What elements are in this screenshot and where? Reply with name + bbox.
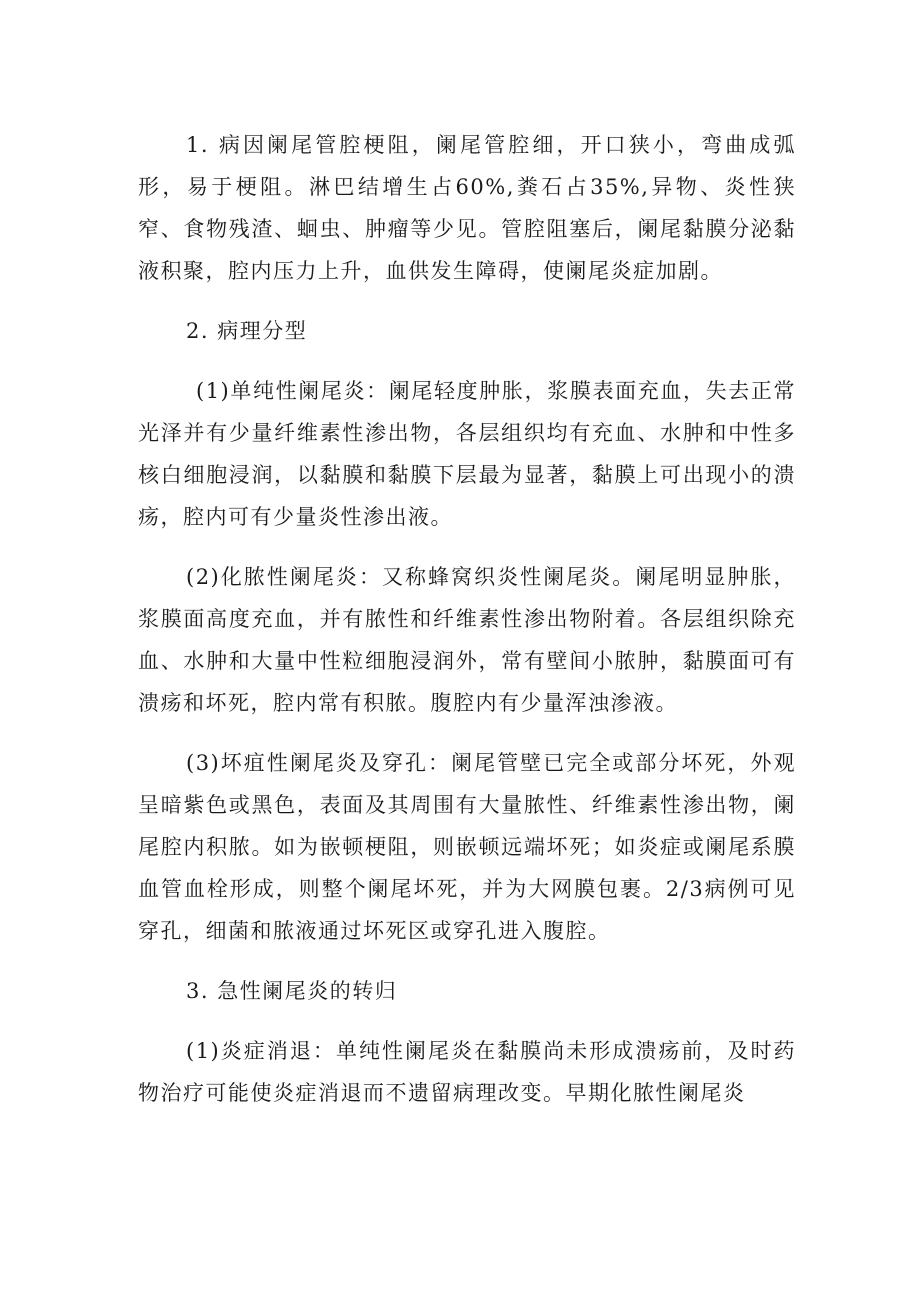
paragraph-inflammation-resolution: (1)炎症消退：单纯性阑尾炎在黏膜尚未形成溃疡前，及时药物治疗可能使炎症消退而不遗留病理改变。早期化脓性阑尾炎 [138,1039,796,1105]
paragraph-suppurative-appendicitis: (2)化脓性阑尾炎：又称蜂窝织炎性阑尾炎。阑尾明显肿胀，浆膜面高度充血，并有脓性和纤维素性渗出物附着。各层组织除充血、水肿和大量中性粒细胞浸润外，常有壁间小脓肿，黏膜面可有溃疡和坏死，腔内常有积脓。腹腔内有少量浑浊渗液。 [138,565,796,715]
paragraph-simple-appendicitis: (1)单纯性阑尾炎：阑尾轻度肿胀，浆膜表面充血，失去正常光泽并有少量纤维素性渗出物，各层组织均有充血、水肿和中性多核白细胞浸润，以黏膜和黏膜下层最为显著，黏膜上可出现小的溃疡，腔内可有少量炎性渗出液。 [138,379,796,529]
paragraph-etiology: 1. 病因阑尾管腔梗阻，阑尾管腔细，开口狭小，弯曲成弧形，易于梗阻。淋巴结增生占60%,粪石占35%,异物、炎性狭窄、食物残渣、蛔虫、肿瘤等少见。管腔阻塞后，阑尾黏膜分泌黏液积聚，腔内压力上升，血供发生障碍，使阑尾炎症加剧。 [138,133,796,283]
paragraph-gangrenous-appendicitis: (3)坏疽性阑尾炎及穿孔：阑尾管壁已完全或部分坏死，外观呈暗紫色或黑色，表面及其周围有大量脓性、纤维素性渗出物，阑尾腔内积脓。如为嵌顿梗阻，则嵌顿远端坏死；如炎症或阑尾系膜血管血栓形成，则整个阑尾坏死，并为大网膜包裹。2/3病例可见穿孔，细菌和脓液通过坏死区或穿孔进入腹腔。 [138,751,796,943]
heading-pathology-types: 2. 病理分型 [186,319,308,343]
heading-outcome: 3. 急性阑尾炎的转归 [186,979,398,1003]
